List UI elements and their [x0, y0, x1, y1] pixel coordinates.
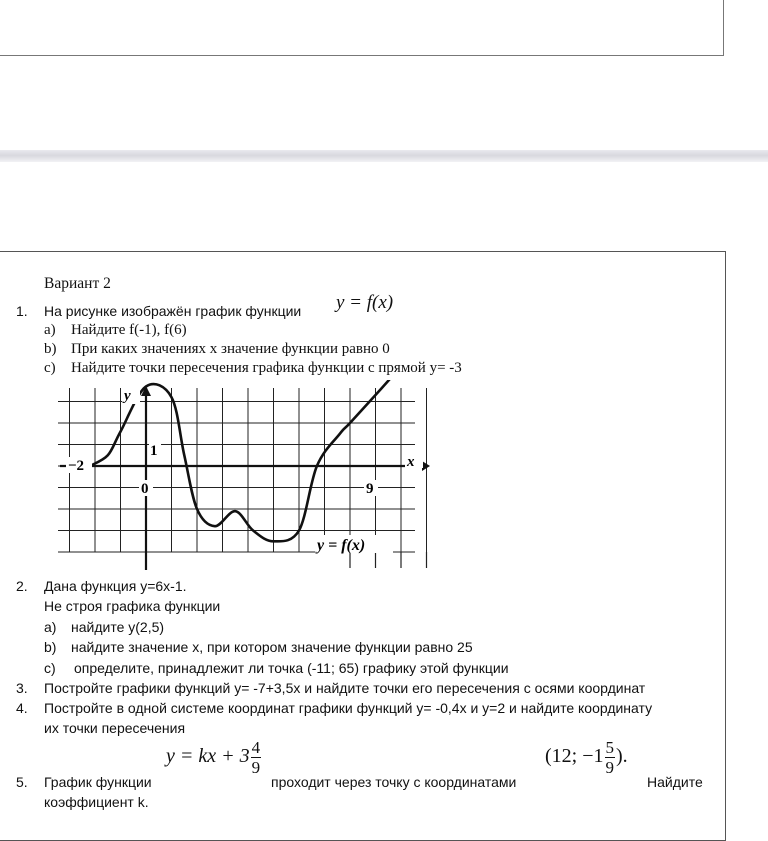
- q2-item-c-label: c): [44, 660, 56, 676]
- q1-item-a-text: Найдите f(-1), f(6): [71, 322, 187, 338]
- q2-item-a-label: a): [44, 619, 57, 635]
- q4-number: 4.: [16, 700, 28, 716]
- x-tick-label-9: 9: [366, 481, 374, 497]
- q3-number: 3.: [16, 680, 28, 696]
- q2-line-2: Не строя графика функции: [44, 598, 221, 614]
- q5-line-2: коэффициент k.: [44, 794, 149, 810]
- q5-point-den: 9: [605, 758, 614, 777]
- q2-item-c-text: определите, принадлежит ли точка (-11; 65) графику этой функции: [74, 660, 509, 676]
- q2-item-b-text: найдите значение х, при котором значение функции равно 25: [71, 639, 473, 655]
- q1-item-c-label: c): [44, 360, 56, 376]
- q1-text: На рисунке изображён график функции: [44, 303, 302, 319]
- q1-number: 1.: [16, 303, 28, 319]
- q1-item-a-label: a): [44, 322, 56, 338]
- q2-item-a-text: найдите y(2,5): [71, 619, 165, 635]
- q4-line-2: их точки пересечения: [44, 720, 186, 736]
- q1-item-c-text: Найдите точки пересечения графика функции с прямой y= -3: [71, 360, 462, 376]
- q3-text: Постройте графики функций y= -7+3,5x и найдите точки его пересечения с осями координат: [44, 680, 646, 696]
- q5-point: [545, 738, 628, 777]
- x-tick-marks: [350, 552, 427, 568]
- q5-point-left: (12; −1: [545, 745, 604, 768]
- q5-text-b: проходит через точку с координатами: [271, 774, 517, 790]
- q2-item-b-label: b): [44, 639, 57, 655]
- page-separator: [0, 150, 768, 162]
- function-graph: [50, 380, 430, 576]
- q1-item-b-label: b): [44, 341, 57, 357]
- curve-label: y = f(x): [317, 537, 366, 554]
- q2-line-1: Дана функция y=6x-1.: [44, 578, 187, 594]
- q1-formula: y = f(x): [336, 292, 394, 313]
- grid-lines: [58, 388, 427, 552]
- q5-formula-num: 4: [251, 738, 261, 757]
- q5-point-right: ).: [616, 745, 628, 768]
- q5-number: 5.: [16, 774, 28, 790]
- q5-text-a: График функции: [44, 774, 152, 790]
- y-axis-label: y: [124, 388, 131, 404]
- top-frame: [0, 0, 724, 56]
- y-tick-label-1: 1: [150, 443, 158, 459]
- x-tick-label-minus-2: −2: [68, 458, 85, 474]
- q1-item-b-text: При каких значениях х значение функции равно 0: [71, 341, 390, 357]
- q4-line-1: Постройте в одной системе координат графики функций y= -0,4x и y=2 и найдите координату: [44, 700, 653, 716]
- q5-text-c: Найдите: [647, 774, 703, 790]
- q5-formula-den: 9: [251, 758, 261, 777]
- variant-title: Вариант 2: [44, 275, 111, 292]
- q2-number: 2.: [16, 578, 28, 594]
- x-tick-label-0: 0: [141, 481, 149, 497]
- q5-formula-lhs: y = kx + 3: [166, 745, 250, 768]
- q5-formula: [166, 738, 262, 777]
- x-axis-label: x: [407, 454, 415, 470]
- q5-point-num: 5: [605, 738, 614, 757]
